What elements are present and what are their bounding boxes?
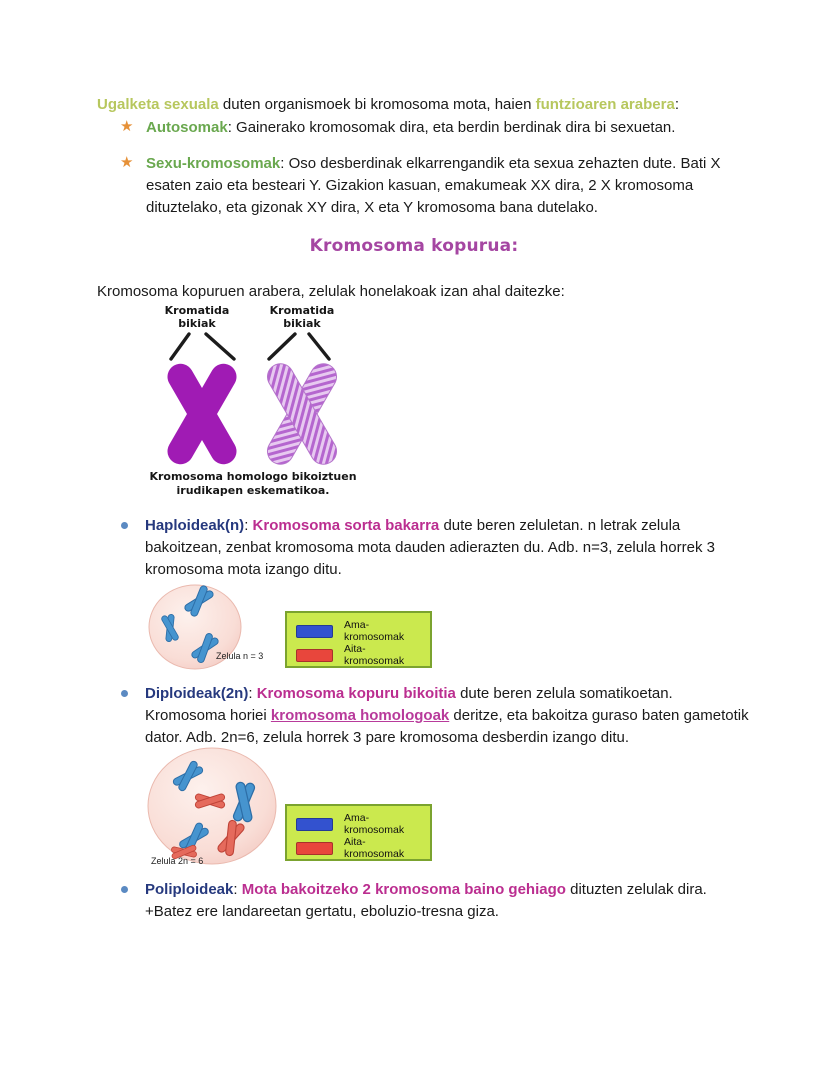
star-icon: ★ xyxy=(120,154,134,171)
ama-label: Ama-kromosomak xyxy=(344,619,405,643)
sexu-kromosomak-description: Oso desberdinak elkarrengandik eta sexua zehazten dute. Bati X esaten zaio eta besteari Y. Gizakion kasuan, emakumeak XX dira, 2 X kromosoma dituztelako, eta gizonak XY dira, X eta Y kromosoma bana dutelako. xyxy=(146,155,721,216)
star-icon: ★ xyxy=(120,118,134,135)
homologous-chromosomes-term: kromosoma homologoak xyxy=(270,707,450,724)
diploid-term: Diploideak(2n) xyxy=(145,685,249,702)
aita-label: Aita-kromosomak xyxy=(344,643,405,667)
diploid-description-1: dute beren zelula somatikoetan. Kromosoma horiei xyxy=(145,685,673,724)
pointer-lines xyxy=(171,334,329,359)
haploid-emphasis: Kromosoma sorta bakarra xyxy=(252,517,440,534)
star-item-sexu-kromosomak xyxy=(120,153,768,219)
haploid-cell-label: Zelula n = 3 xyxy=(216,651,264,661)
chromatid-label-left: Kromatida bikiak xyxy=(164,304,230,330)
chromosome-legend xyxy=(285,804,432,861)
sexu-kromosomak-colon: : xyxy=(280,155,289,172)
ama-color-swatch xyxy=(296,625,333,638)
autosomak-description: Gainerako kromosomak dira, eta berdin berdinak dira bi sexuetan. xyxy=(236,119,676,136)
polyploid-item xyxy=(145,879,759,923)
polyploid-line1 xyxy=(145,879,759,901)
autosomak-text xyxy=(146,117,768,139)
aita-label: Aita-kromosomak xyxy=(344,836,405,860)
haploid-description: dute beren zeluletan. n letrak zelula bakoitzean, zenbat kromosoma mota dauden adierazten du. Adb. n=3, zelula horrek 3 kromosoma mota izango ditu. xyxy=(145,517,715,578)
diploid-cell-label: Zelula 2n = 6 xyxy=(151,856,204,866)
diploid-cell-illustration xyxy=(146,746,278,868)
homologous-chromosomes-illustration xyxy=(145,332,360,470)
bullet-dot-icon xyxy=(121,690,128,697)
chromosome-figure-caption: Kromosoma homologo bikoiztuen irudikapen eskematikoa. xyxy=(149,470,357,497)
diploid-emphasis: Kromosoma kopuru bikoitia xyxy=(256,685,456,702)
legend-item-ama xyxy=(296,619,421,643)
star-item-autosomak xyxy=(120,117,768,139)
aita-color-swatch xyxy=(296,649,333,662)
chromatid-label-right: Kromatida bikiak xyxy=(269,304,335,330)
solid-x-chromosome xyxy=(163,359,242,469)
polyploid-description: dituzten zelulak dira. xyxy=(565,881,707,898)
lead-paragraph: Kromosoma kopuruen arabera, zelulak honelakoak izan ahal daitezke: xyxy=(97,283,565,300)
aita-color-swatch xyxy=(296,842,333,855)
autosomak-term: Autosomak xyxy=(146,119,228,136)
polyploid-term: Poliploideak xyxy=(145,881,234,898)
haploid-colon: : xyxy=(244,517,253,534)
bullet-dot-icon xyxy=(121,522,128,529)
intro-paragraph xyxy=(97,94,739,116)
autosomak-colon: : xyxy=(227,119,237,136)
diploid-item xyxy=(145,683,751,749)
legend-item-aita xyxy=(296,643,421,667)
page-title: Kromosoma kopurua: xyxy=(309,236,519,256)
legend-item-aita xyxy=(296,836,421,860)
cell-membrane xyxy=(148,748,276,864)
highlight-funtzioaren-arabera: funtzioaren arabera xyxy=(535,96,675,113)
haploid-item xyxy=(145,515,759,581)
intro-colon: : xyxy=(674,96,679,113)
striped-x-chromosome xyxy=(263,359,342,469)
ama-label: Ama-kromosomak xyxy=(344,812,405,836)
polyploid-line2: +Batez ere landareetan gertatu, eboluzio-tresna giza. xyxy=(145,903,499,920)
intro-mid-text: duten organismoek bi kromosoma mota, haien xyxy=(218,96,536,113)
chromosome-legend xyxy=(285,611,432,668)
legend-item-ama xyxy=(296,812,421,836)
bullet-dot-icon xyxy=(121,886,128,893)
sexu-kromosomak-term: Sexu-kromosomak xyxy=(146,155,281,172)
polyploid-colon: : xyxy=(233,881,242,898)
diploid-description-2: deritze, eta bakoitza guraso baten gametotik dator. Adb. 2n=6, zelula horrek 3 pare kromosoma desberdin izango ditu. xyxy=(145,707,749,746)
polyploid-emphasis: Mota bakoitzeko 2 kromosoma baino gehiago xyxy=(241,881,566,898)
haploid-term: Haploideak(n) xyxy=(145,517,245,534)
ama-color-swatch xyxy=(296,818,333,831)
diploid-colon: : xyxy=(248,685,257,702)
highlight-ugalketa-sexuala: Ugalketa sexuala xyxy=(97,96,219,113)
sexu-kromosomak-text xyxy=(146,153,768,219)
